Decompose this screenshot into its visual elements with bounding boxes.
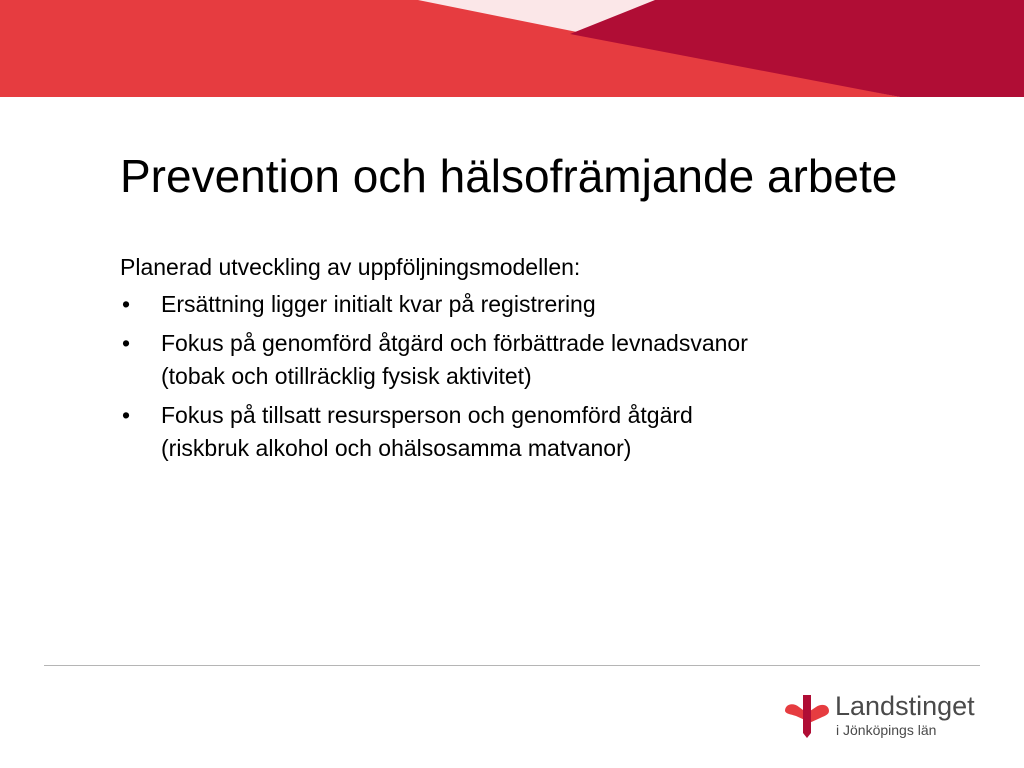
bullet-text-continued: (tobak och otillräcklig fysisk aktivitet)	[161, 363, 532, 389]
slide-content	[120, 251, 980, 471]
list-item	[120, 399, 980, 465]
list-item	[120, 288, 980, 321]
header-band	[0, 0, 1024, 97]
footer-divider	[44, 665, 980, 666]
bullet-text: Fokus på tillsatt resursperson och genomförd åtgärd	[161, 402, 693, 428]
organization-logo	[782, 689, 982, 741]
bullet-text: Ersättning ligger initialt kvar på registrering	[161, 291, 596, 317]
bullet-text: Fokus på genomförd åtgärd och förbättrade levnadsvanor	[161, 330, 748, 356]
bullet-text-continued: (riskbruk alkohol och ohälsosamma matvanor)	[161, 435, 632, 461]
logo-name: Landstinget	[835, 691, 975, 721]
bullet-icon: •	[122, 402, 131, 428]
logo-subtitle: i Jönköpings län	[836, 722, 937, 738]
list-item	[120, 327, 980, 393]
bullet-icon: •	[122, 291, 131, 317]
bullet-list	[120, 288, 980, 465]
red-cross-heart-icon	[782, 689, 832, 739]
intro-text: Planerad utveckling av uppföljningsmodellen:	[120, 254, 581, 280]
slide-title: Prevention och hälsofrämjande arbete	[120, 150, 898, 202]
bullet-icon: •	[122, 330, 131, 356]
